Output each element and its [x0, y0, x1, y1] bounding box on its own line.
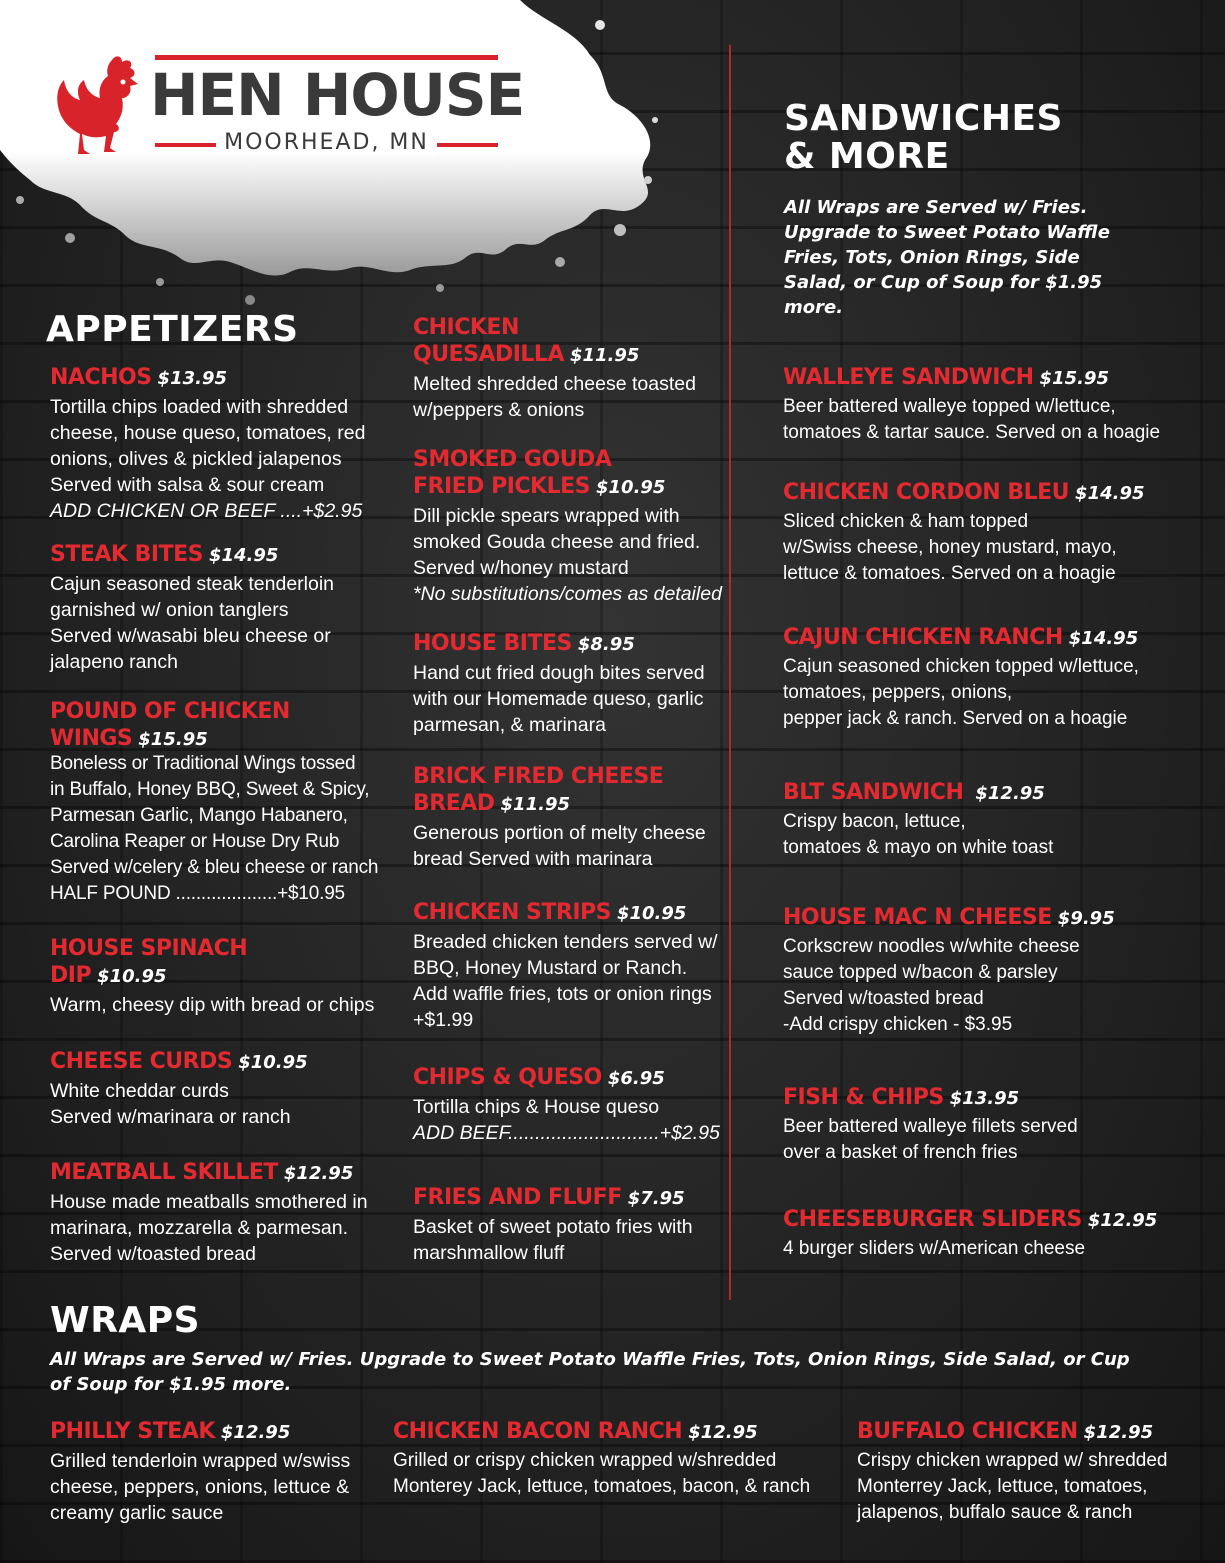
desc-line: marshmallow fluff	[413, 1242, 565, 1264]
item-title-line: HOUSE SPINACH	[50, 936, 248, 961]
desc-line: Grilled tenderloin wrapped w/swiss	[50, 1450, 351, 1472]
item-name	[413, 1064, 720, 1092]
item-price: $7.95	[627, 1188, 685, 1209]
desc-line: with our Homemade queso, garlic	[413, 688, 704, 710]
menu-item-house-mac-n-cheese	[783, 904, 1115, 1038]
item-description	[413, 1094, 720, 1146]
desc-line: Served w/toasted bread	[783, 988, 984, 1009]
item-description	[857, 1448, 1168, 1526]
item-title: WALLEYE SANDWICH	[783, 365, 1034, 390]
item-description	[413, 1214, 693, 1266]
item-title: CHICKEN BACON RANCH	[393, 1419, 683, 1444]
sandwiches-note	[784, 195, 1110, 320]
item-title: FRIES AND FLUFF	[413, 1185, 622, 1210]
desc-line: White cheddar curds	[50, 1080, 229, 1102]
desc-line: Warm, cheesy dip with bread or chips	[50, 994, 375, 1016]
item-price: $13.95	[949, 1088, 1020, 1109]
item-title: HOUSE BITES	[413, 631, 572, 656]
desc-line: Crispy bacon, lettuce,	[783, 811, 966, 832]
desc-line: jalapenos, buffalo sauce & ranch	[857, 1502, 1133, 1523]
menu-item-brick-fired-cheese-bread	[413, 763, 706, 872]
add-on-line: ADD CHICKEN OR BEEF ....+$2.95	[50, 500, 363, 522]
desc-line: Tortilla chips loaded with shredded	[50, 396, 349, 418]
item-price: $13.95	[157, 368, 228, 389]
item-price: $15.95	[138, 729, 208, 750]
desc-line: garnished w/ onion tanglers	[50, 599, 289, 621]
desc-line: Served w/marinara or ranch	[50, 1106, 291, 1128]
desc-line: Beer battered walleye topped w/lettuce,	[783, 396, 1116, 417]
desc-line: Corkscrew noodles w/white cheese	[783, 936, 1080, 957]
menu-item-cheese-curds	[50, 1048, 308, 1130]
column-divider	[729, 45, 731, 1300]
item-price: $10.95	[616, 903, 687, 924]
desc-line: Cajun seasoned steak tenderloin	[50, 573, 335, 595]
item-price: $14.95	[1068, 628, 1139, 649]
desc-line: pepper jack & ranch. Served on a hoagie	[783, 708, 1128, 729]
menu-item-pound-of-chicken-wings	[50, 698, 378, 907]
item-name	[413, 630, 705, 658]
desc-line: over a basket of french fries	[783, 1142, 1018, 1163]
item-price: $10.95	[97, 966, 167, 987]
menu-item-walleye-sandwich	[783, 364, 1160, 446]
item-description	[50, 1448, 350, 1526]
item-name	[393, 1418, 810, 1446]
appetizers-heading: APPETIZERS	[46, 309, 299, 350]
item-title: CHEESE CURDS	[50, 1049, 233, 1074]
desc-line: Served w/honey mustard	[413, 557, 629, 579]
menu-item-cajun-chicken-ranch	[783, 624, 1139, 732]
item-description	[783, 1236, 1157, 1262]
item-price: $14.95	[208, 545, 279, 566]
desc-line: parmesan, & marinara	[413, 714, 606, 736]
desc-line: Dill pickle spears wrapped with	[413, 505, 680, 527]
desc-line: Hand cut fried dough bites served	[413, 662, 705, 684]
menu-item-chicken-cordon-bleu	[783, 479, 1145, 587]
item-price: $12.95	[1087, 1210, 1158, 1231]
item-price: $11.95	[500, 794, 570, 815]
item-name	[783, 1084, 1078, 1112]
item-description	[413, 660, 705, 738]
item-price: $11.95	[569, 345, 640, 366]
item-name	[783, 779, 1053, 807]
desc-line: tomatoes & tartar sauce. Served on a hoagie	[783, 422, 1161, 443]
desc-line: Carolina Reaper or House Dry Rub	[50, 831, 340, 852]
note-line: Fries, Tots, Onion Rings, Side	[784, 247, 1080, 268]
item-description	[413, 929, 718, 1033]
item-title-line: BRICK FIRED CHEESE	[413, 764, 664, 789]
desc-line: Monterey Jack, lettuce, tomatoes, bacon, & ranch	[393, 1476, 811, 1497]
desc-line: -Add crispy chicken - $3.95	[783, 1014, 1013, 1035]
item-title-line: SMOKED GOUDA	[413, 447, 612, 472]
item-price: $12.95	[975, 783, 1045, 804]
logo-top-rule	[155, 55, 498, 60]
item-description	[783, 809, 1053, 861]
item-name	[50, 1418, 350, 1446]
item-price: $15.95	[1039, 368, 1110, 389]
item-name	[50, 1159, 368, 1187]
add-on-line: ADD BEEF............................+$2.95	[413, 1122, 720, 1144]
item-title: STEAK BITES	[50, 542, 203, 567]
note-line: All Wraps are Served w/ Fries. Upgrade to Sweet Potato Waffle Fries, Tots, Onion Rings, Side Salad, or Cup	[50, 1349, 1130, 1370]
desc-line: marinara, mozzarella & parmesan.	[50, 1217, 349, 1239]
desc-line: Crispy chicken wrapped w/ shredded	[857, 1450, 1168, 1471]
desc-line: creamy garlic sauce	[50, 1502, 224, 1524]
note-line: *No substitutions/comes as detailed	[413, 583, 722, 605]
wraps-heading: WRAPS	[50, 1300, 201, 1341]
item-description	[413, 371, 696, 423]
item-title-line: POUND OF CHICKEN	[50, 699, 290, 724]
menu-item-blt-sandwich	[783, 779, 1053, 861]
menu-item-house-spinach-dip	[50, 935, 374, 1018]
item-description	[50, 1078, 308, 1130]
desc-line: Breaded chicken tenders served w/	[413, 931, 718, 953]
item-price: $10.95	[596, 477, 666, 498]
menu-item-meatball-skillet	[50, 1159, 368, 1267]
menu-item-philly-steak	[50, 1418, 350, 1526]
item-name	[50, 541, 334, 569]
item-name	[857, 1418, 1168, 1446]
item-name	[783, 1206, 1157, 1234]
item-price: $12.95	[283, 1163, 354, 1184]
item-name	[783, 624, 1139, 652]
item-title: CHICKEN CORDON BLEU	[783, 480, 1070, 505]
menu-item-fries-and-fluff	[413, 1184, 693, 1266]
item-name	[413, 314, 696, 369]
item-title: CHICKEN STRIPS	[413, 900, 611, 925]
item-description	[50, 1189, 368, 1267]
brand-location-text: MOORHEAD, MN	[216, 130, 437, 155]
menu-item-chicken-bacon-ranch	[393, 1418, 810, 1500]
item-title: CHEESEBURGER SLIDERS	[783, 1207, 1082, 1232]
item-price: $9.95	[1057, 908, 1115, 929]
item-title: PHILLY STEAK	[50, 1419, 215, 1444]
desc-line: jalapeno ranch	[50, 651, 178, 673]
menu-item-chicken-strips	[413, 899, 718, 1033]
item-description	[50, 394, 365, 524]
desc-line: Served with salsa & sour cream	[50, 474, 325, 496]
desc-line: Generous portion of melty cheese	[413, 822, 706, 844]
desc-line: smoked Gouda cheese and fried.	[413, 531, 701, 553]
item-name	[413, 763, 706, 818]
note-line: Salad, or Cup of Soup for $1.95	[784, 272, 1103, 293]
item-title: NACHOS	[50, 365, 152, 390]
item-title-line: FRIED PICKLES	[413, 474, 590, 499]
item-title: CHIPS & QUESO	[413, 1065, 602, 1090]
note-line: All Wraps are Served w/ Fries.	[784, 197, 1088, 218]
desc-line: HALF POUND ....................+$10.95	[50, 883, 345, 904]
desc-line: Cajun seasoned chicken topped w/lettuce,	[783, 656, 1139, 677]
desc-line: sauce topped w/bacon & parsley	[783, 962, 1058, 983]
item-name	[50, 364, 365, 392]
desc-line: tomatoes, peppers, onions,	[783, 682, 1013, 703]
item-price: $12.95	[688, 1422, 758, 1443]
desc-line: Melted shredded cheese toasted	[413, 373, 696, 395]
item-title-line: WINGS	[50, 726, 133, 751]
item-name	[413, 446, 722, 501]
heading-line: & MORE	[784, 136, 950, 177]
desc-line: Monterrey Jack, lettuce, tomatoes,	[857, 1476, 1148, 1497]
item-description	[50, 571, 334, 675]
desc-line: BBQ, Honey Mustard or Ranch.	[413, 957, 688, 979]
menu-item-fish-and-chips	[783, 1084, 1078, 1166]
item-name	[413, 1184, 693, 1212]
item-price: $12.95	[220, 1422, 291, 1443]
paint-splash-background	[0, 0, 680, 320]
brand-location	[155, 132, 498, 154]
item-price: $6.95	[607, 1068, 665, 1089]
desc-line: Served w/toasted bread	[50, 1243, 256, 1265]
desc-line: cheese, house queso, tomatoes, red	[50, 422, 366, 444]
desc-line: w/Swiss cheese, honey mustard, mayo,	[783, 537, 1117, 558]
desc-line: Parmesan Garlic, Mango Habanero,	[50, 805, 348, 826]
item-title: FISH & CHIPS	[783, 1085, 944, 1110]
item-description	[413, 820, 706, 872]
item-price: $10.95	[238, 1052, 308, 1073]
desc-line: Served w/wasabi bleu cheese or	[50, 625, 331, 647]
item-description	[783, 394, 1160, 446]
item-title: BUFFALO CHICKEN	[857, 1419, 1078, 1444]
desc-line: w/peppers & onions	[413, 399, 585, 421]
desc-line: in Buffalo, Honey BBQ, Sweet & Spicy,	[50, 779, 370, 800]
item-title-line: DIP	[50, 963, 92, 988]
menu-item-chicken-quesadilla	[413, 314, 696, 423]
desc-line: House made meatballs smothered in	[50, 1191, 368, 1213]
desc-line: onions, olives & pickled jalapenos	[50, 448, 342, 470]
item-name	[413, 899, 718, 927]
item-price: $12.95	[1083, 1422, 1154, 1443]
desc-line: Sliced chicken & ham topped	[783, 511, 1029, 532]
desc-line: +$1.99	[413, 1009, 474, 1031]
desc-line: Beer battered walleye fillets served	[783, 1116, 1078, 1137]
item-description	[783, 934, 1115, 1038]
item-name	[783, 364, 1160, 392]
desc-line: Served w/celery & bleu cheese or ranch	[50, 857, 379, 878]
desc-line: lettuce & tomatoes. Served on a hoagie	[783, 563, 1116, 584]
rooster-icon	[50, 52, 150, 157]
desc-line: cheese, peppers, onions, lettuce &	[50, 1476, 350, 1498]
brand-name: HEN HOUSE	[150, 61, 525, 129]
menu-item-cheeseburger-sliders	[783, 1206, 1157, 1262]
desc-line: 4 burger sliders w/American cheese	[783, 1238, 1086, 1259]
item-name	[783, 904, 1115, 932]
sandwiches-heading	[784, 100, 1063, 176]
item-title-line: CHICKEN	[413, 315, 519, 340]
desc-line: Boneless or Traditional Wings tossed	[50, 753, 356, 774]
item-name	[783, 479, 1145, 507]
item-description	[393, 1448, 810, 1500]
item-description	[50, 751, 378, 907]
item-description	[413, 503, 722, 607]
desc-line: bread Served with marinara	[413, 848, 653, 870]
item-title-line: BREAD	[413, 791, 495, 816]
menu-item-house-bites	[413, 630, 705, 738]
wraps-note	[50, 1347, 1130, 1397]
item-title: MEATBALL SKILLET	[50, 1160, 278, 1185]
item-title: BLT SANDWICH	[783, 780, 964, 805]
item-description	[783, 654, 1139, 732]
item-title: CAJUN CHICKEN RANCH	[783, 625, 1063, 650]
menu-item-chips-and-queso	[413, 1064, 720, 1146]
item-description	[783, 509, 1145, 587]
note-line: more.	[784, 297, 844, 318]
note-line: Upgrade to Sweet Potato Waffle	[784, 222, 1110, 243]
desc-line: Basket of sweet potato fries with	[413, 1216, 693, 1238]
desc-line: Add waffle fries, tots or onion rings	[413, 983, 712, 1005]
item-description	[50, 992, 374, 1018]
item-name	[50, 1048, 308, 1076]
heading-line: SANDWICHES	[784, 98, 1063, 139]
item-name	[50, 698, 378, 753]
item-price: $8.95	[577, 634, 635, 655]
item-title-line: QUESADILLA	[413, 342, 564, 367]
item-description	[783, 1114, 1078, 1166]
menu-item-smoked-gouda-fried-pickles	[413, 446, 722, 607]
desc-line: Grilled or crispy chicken wrapped w/shredded	[393, 1450, 777, 1471]
note-line: of Soup for $1.95 more.	[50, 1374, 292, 1395]
menu-item-nachos	[50, 364, 365, 524]
menu-item-steak-bites	[50, 541, 334, 675]
desc-line: Tortilla chips & House queso	[413, 1096, 660, 1118]
item-name	[50, 935, 374, 990]
item-price: $14.95	[1075, 483, 1145, 504]
desc-line: tomatoes & mayo on white toast	[783, 837, 1054, 858]
item-title: HOUSE MAC N CHEESE	[783, 905, 1052, 930]
menu-item-buffalo-chicken	[857, 1418, 1168, 1526]
